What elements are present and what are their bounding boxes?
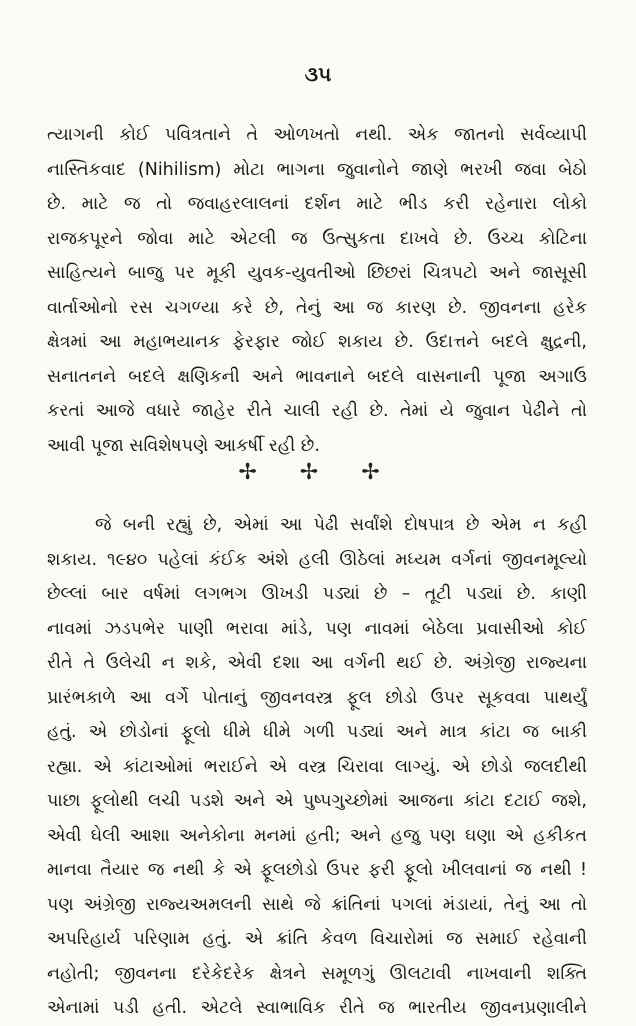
paragraph-2: [47, 508, 587, 1026]
text-line: વાર્તાઓનો રસ ચગળ્યા કરે છે, તેનું આ જ કારણ છે. જીવનના હરેક: [47, 297, 587, 318]
text-line: ત્યાગની કોઈ પવિત્રતાને તે ઓળખતો નથી. એક જાતનો સર્વવ્યાપી: [47, 125, 587, 145]
text-line: રહ્યા. એ કાંટાઓમાં ભરાઈને એ વસ્ત્ર ચિરાવા લાગ્યું. એ છોડો જલદીથી: [47, 756, 587, 777]
text-line: નાવમાં ઝડપભેર પાણી ભરાવા માંડે, પણ નાવમાં બેઠેલા પ્રવાસીઓ કોઈ: [47, 618, 587, 639]
text-line: એનામાં પડી હતી. એટલે સ્વાભાવિક રીતે જ ભારતીય જીવનપ્રણાલીને: [47, 998, 587, 1018]
text-line: અપરિહાર્ય પરિણામ હતું. એ ક્રાંતિ કેવળ વિચારોમાં જ સમાઈ રહેવાની: [47, 929, 587, 949]
text-line: રીતે તે ઉલેચી ન શકે, એવી દશા આ વર્ગની થઈ છે. અંગ્રેજી રાજ્યના: [47, 653, 587, 673]
text-line: નાસ્તિકવાદ (Nihilism) મોટા ભાગના જુવાનોને જાણે ભરખી જવા બેઠો: [47, 159, 587, 180]
text-line: ક્ષેત્રમાં આ મહાભયાનક ફેરફાર જોઈ શકાય છે. ઉદાત્તને બદલે ક્ષુદ્રની,: [47, 332, 587, 352]
section-divider-ornament: ✢ ✢ ✢: [238, 460, 398, 485]
text-line: માનવા તૈયાર જ નથી કે એ ફૂલછોડો ઉપર ફરી ફૂલો ખીલવાનાં જ નથી !: [47, 860, 587, 880]
text-line: રાજકપૂરને જોવા માટે એટલી જ ઉત્સુકતા દાખવે છે. ઉચ્ચ કોટિના: [47, 228, 587, 249]
text-line: કરતાં આજે વધારે જાહેર રીતે ચાલી રહી છે. તેમાં યે જુવાન પેઢીને તો: [47, 401, 587, 421]
text-line: સાહિત્યને બાજુ પર મૂકી યુવક-યુવતીઓ છિછરાં ચિત્રપટો અને જાસૂસી: [47, 263, 587, 283]
paragraph-1: [47, 118, 587, 463]
page-number: ૩૫: [304, 62, 332, 86]
text-line: શકાય. ૧૯૪૦ પહેલાં કંઈક અંશે હલી ઊઠેલાં મધ્યમ વર્ગનાં જીવનમૂલ્યો: [47, 549, 587, 570]
text-line: છે. માટે જ તો જવાહરલાલનાં દર્શન માટે ભીડ કરી રહેનારા લોકો: [47, 194, 587, 214]
text-line: સનાતનને બદલે ક્ષણિકની અને ભાવનાને બદલે વાસનાની પૂજા અગાઉ: [47, 366, 587, 387]
text-line: નહોતી; જીવનના દરેકેદરેક ક્ષેત્રને સમૂળગું ઊલટાવી નાખવાની શક્તિ: [47, 963, 587, 984]
text-line: પાછા ફૂલોથી લચી પડશે અને એ પુષ્પગુચ્છોમાં આજના કાંટા દટાઈ જશે,: [47, 791, 587, 811]
text-line: પણ અંગ્રેજી રાજ્યઅમલની સાથે જે ક્રાંતિનાં પગલાં મંડાયાં, તેનું આ તો: [47, 894, 587, 915]
text-line: હતું. એ છોડોનાં ફૂલો ધીમે ધીમે ગળી પડ્યાં અને માત્ર કાંટા જ બાકી: [47, 722, 587, 742]
text-line: છેલ્લાં બાર વર્ષમાં લગભગ ઊખડી પડ્યાં છે – તૂટી પડ્યાં છે. કાણી: [47, 584, 587, 604]
text-line: એવી ઘેલી આશા અનેકોના મનમાં હતી; અને હજુ પણ ઘણા એ હકીકત: [47, 825, 587, 846]
text-line: આવી પૂજા સવિશેષપણે આકર્ષી રહી છે.: [47, 435, 320, 456]
text-line: પ્રારંભકાળે આ વર્ગે પોતાનું જીવનવસ્ત્ર ફૂલ છોડો ઉપર સૂકવવા પાથર્યું: [47, 687, 587, 708]
text-line: જે બની રહ્યું છે, એમાં આ પેઢી સર્વાંશે દોષપાત્ર છે એમ ન કહી: [95, 515, 587, 535]
